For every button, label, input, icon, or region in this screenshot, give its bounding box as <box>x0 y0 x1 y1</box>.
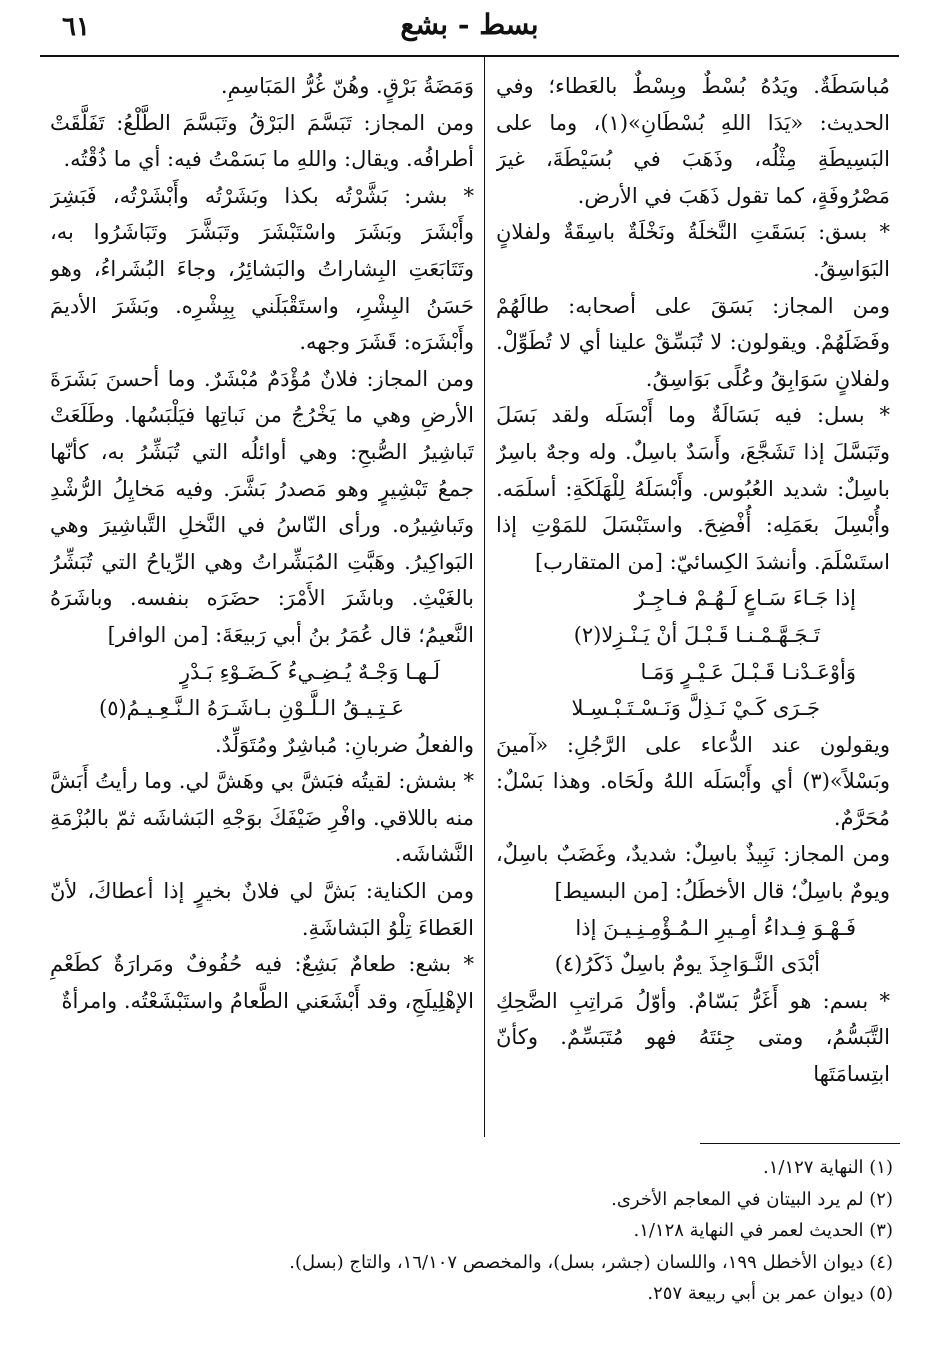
right-column <box>496 68 890 1138</box>
header-divider <box>40 55 899 57</box>
footnotes <box>193 1152 893 1310</box>
column-divider <box>484 57 485 1137</box>
entry-paragraph: ومن المجاز: بَسَقَ على أصحابه: طالَهُمْ وفَضَلَهُمْ. ويقولون: لا تُبَسِّقْ علينا أي لا تُطَوِّلْ. ولفلانٍ سَوَابِقُ وعُلًى بَوَاسِقُ. <box>496 293 890 391</box>
footnote: (١) النهاية ١/١٢٧. <box>762 1157 893 1178</box>
page-number: ٦١ <box>62 12 90 42</box>
entry-paragraph: * بشر: بَشَّرْتُه بكذا وبَشَرْتُه وأَبْشَرْتُه، فَبَشِرَ وأَبْشَرَ وبَشَرَ واسْتَبْشَرَ وتَبَشَّرَ وتَبَاشَرُوا به، وتَتَابَعَتِ البِشاراتُ والبَشائِرُ، وجاءَ البُشَراءُ، وهو حَسَنُ البِشْرِ، واستَقْبَلَني بِبِشْرِه. وبَشَرَ الأديمَ وأَبْشَرَه: قَشَرَ وجهه. <box>50 183 474 355</box>
entry-paragraph: * بشع: طعامٌ بَشِعٌ: فيه حُفُوفٌ ومَرارَةٌ كطَعْمِ الإهْلِيلَجِ، وقد أَبْشَعَني الطَّعامُ واستَبْشَعْتُه. وامرأةٌ <box>50 952 474 1013</box>
footnote: (٤) ديوان الأخطل ١٩٩، واللسان (جشر، بسل)، والمخصص ١٦/١٠٧، والتاج (بسل). <box>289 1251 893 1273</box>
entry-paragraph: ومن المجاز: نَبِيذٌ باسِلٌ: شديدٌ، وغَضَبٌ باسِلٌ، ويومٌ باسِلٌ؛ قال الأخطَلُ: [من البسيط] <box>496 842 890 904</box>
verse-line: فَـهْـوَ فِـداءُ أمِـيرِ الـمُـؤْمِـنِـيـنَ إذا <box>575 915 856 940</box>
footnote: (٥) ديوان عمر بن أبي ربيعة ٢٥٧. <box>647 1283 893 1304</box>
entry-paragraph: * بشش: لقيتُه فبَشَّ بي وهَشَّ لي. وما رأيتُ أَبَشَّ منه باللاقي. وافْرِ ضَيْفَكَ بوَجْهِ البَشاشَه ثمّ بالبُزْمَةِ النَّشاشَه. <box>50 769 474 867</box>
left-column <box>50 68 474 1138</box>
verse-line: وَأوْعَـدْنـا قَـبْـلَ عَـيْـرٍ وَمَـا <box>640 659 856 684</box>
entry-paragraph: * بسل: فيه بَسَالَةٌ وما أَبْسَلَه ولقد بَسَلَ وتَبَسَّلَ إذا تَشَجَّعَ، وأَسَدٌ باسِلٌ. وله وجهٌ باسِرٌ باسِلٌ: شديد العُبُوس. وأَبْسَلَهُ لِلْهَلَكَةِ: أسلَمَه. وأُبْسِلَ بعَمَلِه: أُفْضِحَ. واستَبْسَلَ للمَوْتِ إذا استَسْلَمَ. وأنشدَ الكِسائيّ: [من المتقارب] <box>496 403 890 574</box>
verse-line: جَـرَى كَـيْ نَـذِلَّ وَنَـسْـتَـبْـسِـلا <box>571 696 820 721</box>
verse-line: عَـتِـيـقُ الـلَّـوْنِ بـاشَـرَهُ الـنَّـعِـيـمُ(٥) <box>99 696 404 721</box>
footnote: (٢) لم يرد البيتان في المعاجم الأخرى. <box>611 1188 893 1210</box>
entry-paragraph: ومن المجاز: تَبَسَّمَ البَرْقُ وتَبَسَّمَ الطَّلْعُ: تَفَلَّقَتْ أطرافُه. ويقال: واللهِ ما بَسَمْتُ فيه: أي ما ذُقْتُه. <box>50 110 474 172</box>
verse-line: لَـهـا وَجْـهٌ يُـضِـيءُ كَـضَـوْءِ بَـدْرٍ <box>179 659 440 684</box>
entry-paragraph: مُباسَطَةٌ. ويَدُهُ بُسْطٌ وبِسْطٌ بالعَطاء؛ وفي الحديث: «يَدَا اللهِ بُسْطَانِ»(١)، وما على البَسِيطَةِ مِثْلُه، وذَهَبَ في بُسَيْطَةَ، غيرَ مَصْرُوفَةٍ، كما تقول ذَهَبَ في الأرض. <box>496 74 890 208</box>
page-header <box>40 8 899 48</box>
entry-paragraph: ومن المجاز: فلانٌ مُؤْدَمٌ مُبْشَرٌ. وما أحسنَ بَشَرَةَ الأرضِ وهي ما يَخْرُجُ من نَباتِها فيَلْبَسُها. وطَلَعَتْ تَباشِيرُ الصُّبحِ: وهي أوائلُه التي تُبَشِّرُ به، كأنّها جمعُ تَبْشِيرٍ وهو مَصدرُ بَشَّرَ. وفيه مَخايِلُ الرُّشْدِ وتَباشِيرُه. ورأى النّاسُ في النَّخلِ التَّباشِيرَ وهي البَواكِيرُ. وهَبَّتِ المُبَشِّراتُ وهي الرِّياحُ التي تُبَشِّرُ بالغَيْثِ. وباشَرَ الأَمْرَ: حضَرَه بنفسه. وباشَرَهُ النَّعيمُ؛ قال عُمَرُ بنُ أبي رَبيعَةَ: [من الوافر] <box>50 366 474 647</box>
entry-paragraph: * بسق: بَسَقَتِ النَّخلَةُ ونَخْلَةٌ باسِقَةٌ ولفلانٍ البَوَاسِقُ. <box>496 220 890 281</box>
running-title: بسط - بشع <box>400 8 539 41</box>
entry-paragraph: وَمَضَةُ بَرْقٍ. وهُنّ غُرُّ المَبَاسِمِ. <box>220 74 474 98</box>
entry-paragraph: ومن الكناية: بَشَّ لي فلانٌ بخيرٍ إذا أعطاكَ، لأنّ العَطاءَ تِلْوُ البَشاشَةِ. <box>50 879 474 940</box>
entry-paragraph: والفعلُ ضربانِ: مُباشِرٌ ومُتَوَلِّدٌ. <box>214 732 474 757</box>
verse-line: تَـجَـهَّـمْـنـا قَـبْـلَ أنْ يَـنْـزِلا(٢) <box>573 622 820 647</box>
verse-line: أبْدَى النَّـوَاجِذَ يومٌ باسِلٌ ذَكَرُ(٤) <box>554 952 820 977</box>
footnote: (٣) الحديث لعمر في النهاية ١/١٢٨. <box>633 1220 893 1241</box>
entry-paragraph: * بسم: هو أَغَرُّ بَسّامٌ. وأوّلُ مَراتِبِ الضَّحِكِ التَّبَسُّمُ، ومتى جِئتَهُ فهو مُتَبَسِّمٌ. وكأنّ ابتِسامَتَها <box>496 988 890 1087</box>
footnote-divider <box>700 1143 900 1144</box>
entry-paragraph: ويقولون عند الدُّعاء على الرَّجُلِ: «آمينَ وبَسْلاً»(٣) أي وأَبْسَلَه اللهُ ولَحَاه. وهذا بَسْلٌ: مُحَرَّمٌ. <box>496 732 890 830</box>
verse-line: إذا جَـاءَ سَـاعٍ لَـهُـمْ فـاجِـرٌ <box>634 586 856 611</box>
